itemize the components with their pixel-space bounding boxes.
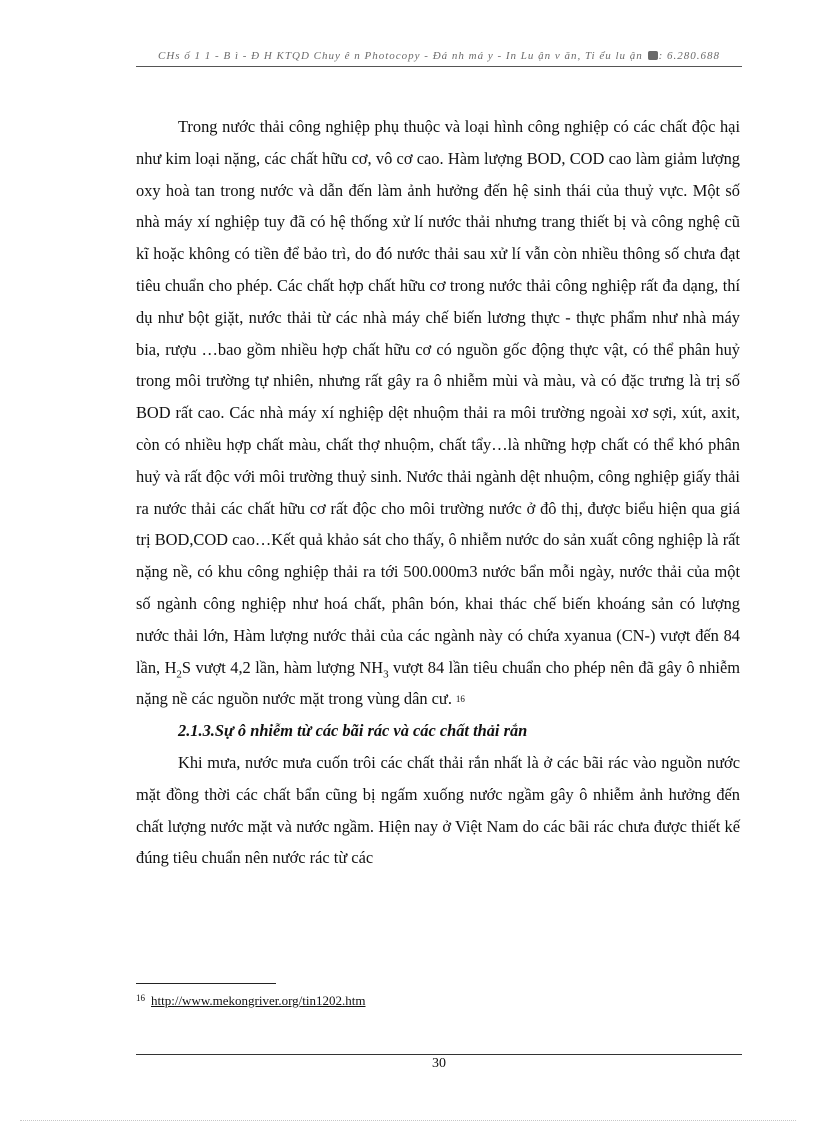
h2s-subscript: 2 [176, 667, 182, 680]
footnote-reference[interactable]: 16 [455, 694, 465, 705]
header-text: CHs ố 1 1 - B ì - Đ H KTQD Chuy ê n Photocopy - Đá nh má y - In Lu ận v ăn, Ti ểu lu ận [158, 50, 643, 62]
footnote [136, 993, 736, 1009]
paragraph-text-cont: S vượt 4,2 lần, hàm lượng NH [181, 657, 384, 677]
paragraph-solid-waste: Khi mưa, nước mưa cuốn trôi các chất thải rắn nhất là ở các bãi rác vào nguồn nước mặt đồng thời các chất bẩn cũng bị ngấm xuống nước ngầm gây ô nhiễm ảnh hưởng đến chất lượng nước mặt và nước ngầm. Hiện nay ở Việt Nam do các bãi rác chưa được thiết kế đúng tiêu chuẩn nên nước rác từ các [136, 752, 740, 868]
nh3-subscript: 3 [383, 667, 389, 680]
body-text [136, 111, 740, 874]
paragraph-text-end: vượt 84 lần tiêu chuẩn cho phép nên đã gây ô nhiễm nặng nề các nguồn nước mặt trong vùng dân cư. [136, 657, 740, 709]
footnote-number: 16 [136, 993, 145, 1003]
footer-rule [136, 1054, 742, 1055]
paragraph-industrial-wastewater [136, 111, 740, 715]
paragraph-text: Trong nước thải công nghiệp phụ thuộc và loại hình công nghiệp có các chất độc hại như kim loại nặng, các chất hữu cơ, vô cơ cao. Hàm lượng BOD, COD cao làm giảm lượng oxy hoà tan trong nước và dẫn đến làm ảnh hưởng đến hệ sinh thái của thuỷ vực. Một số nhà máy xí nghiệp tuy đã có hệ thống xử lí nước thải nhưng trang thiết bị và công nghệ cũ kĩ hoặc không có tiền để bảo trì, do đó nước thải sau xử lí vẫn còn nhiều thông số chưa đạt tiêu chuẩn cho phép. Các chất hợp chất hữu cơ trong nước thải công nghiệp rất đa dạng, thí dụ như bột giặt, nước thải từ các nhà máy chế biến lương thực - thực phẩm như nhà máy bia, rượu …bao gồm nhiều hợp chất hữu cơ có nguồn gốc động thực vật, có thể phân huỷ trong môi trường tự nhiên, nhưng rất gây ra ô nhiễm mùi và màu, và có đặc trưng là trị số BOD rất cao. Các nhà máy xí nghiệp dệt nhuộm thải ra môi trường ngoài xơ sợi, xút, axit, còn có nhiều hợp chất màu, chất thợ nhuộm, chất tẩy…là những hợp chất có thể khó phân huỷ và rất độc với môi trường thuỷ sinh. Nước thải ngành dệt nhuộm, công nghiệp giấy thải ra nước thải các chất hữu cơ rất độc cho môi trường nước ở đô thị, được biểu hiện qua giá trị BOD,COD cao…Kết quả khảo sát cho thấy, ô nhiễm nước do sản xuất công nghiệp là rất nặng nề, có khu công nghiệp thải ra tới 500.000m3 nước bẩn mỗi ngày, nước thải của một số ngành công nghiệp như hoá chất, phân bón, khai thác chế biến khoáng sản có lượng nước thải lớn, Hàm lượng nước thải của các ngành này có chứa xyanua (CN-) vượt đến 84 lần, H [136, 117, 740, 677]
page-edge-divider [20, 1120, 796, 1121]
footnote-link[interactable]: http://www.mekongriver.org/tin1202.htm [151, 993, 366, 1008]
header-phone-number: : 6.280.688 [658, 50, 720, 62]
page-number: 30 [432, 1056, 446, 1071]
running-header [136, 50, 742, 62]
section-heading: 2.1.3.Sự ô nhiễm từ các bãi rác và các chất thải rắn [178, 721, 528, 741]
telephone-icon [648, 51, 658, 60]
footnote-separator [136, 983, 276, 984]
header-rule [136, 66, 742, 67]
